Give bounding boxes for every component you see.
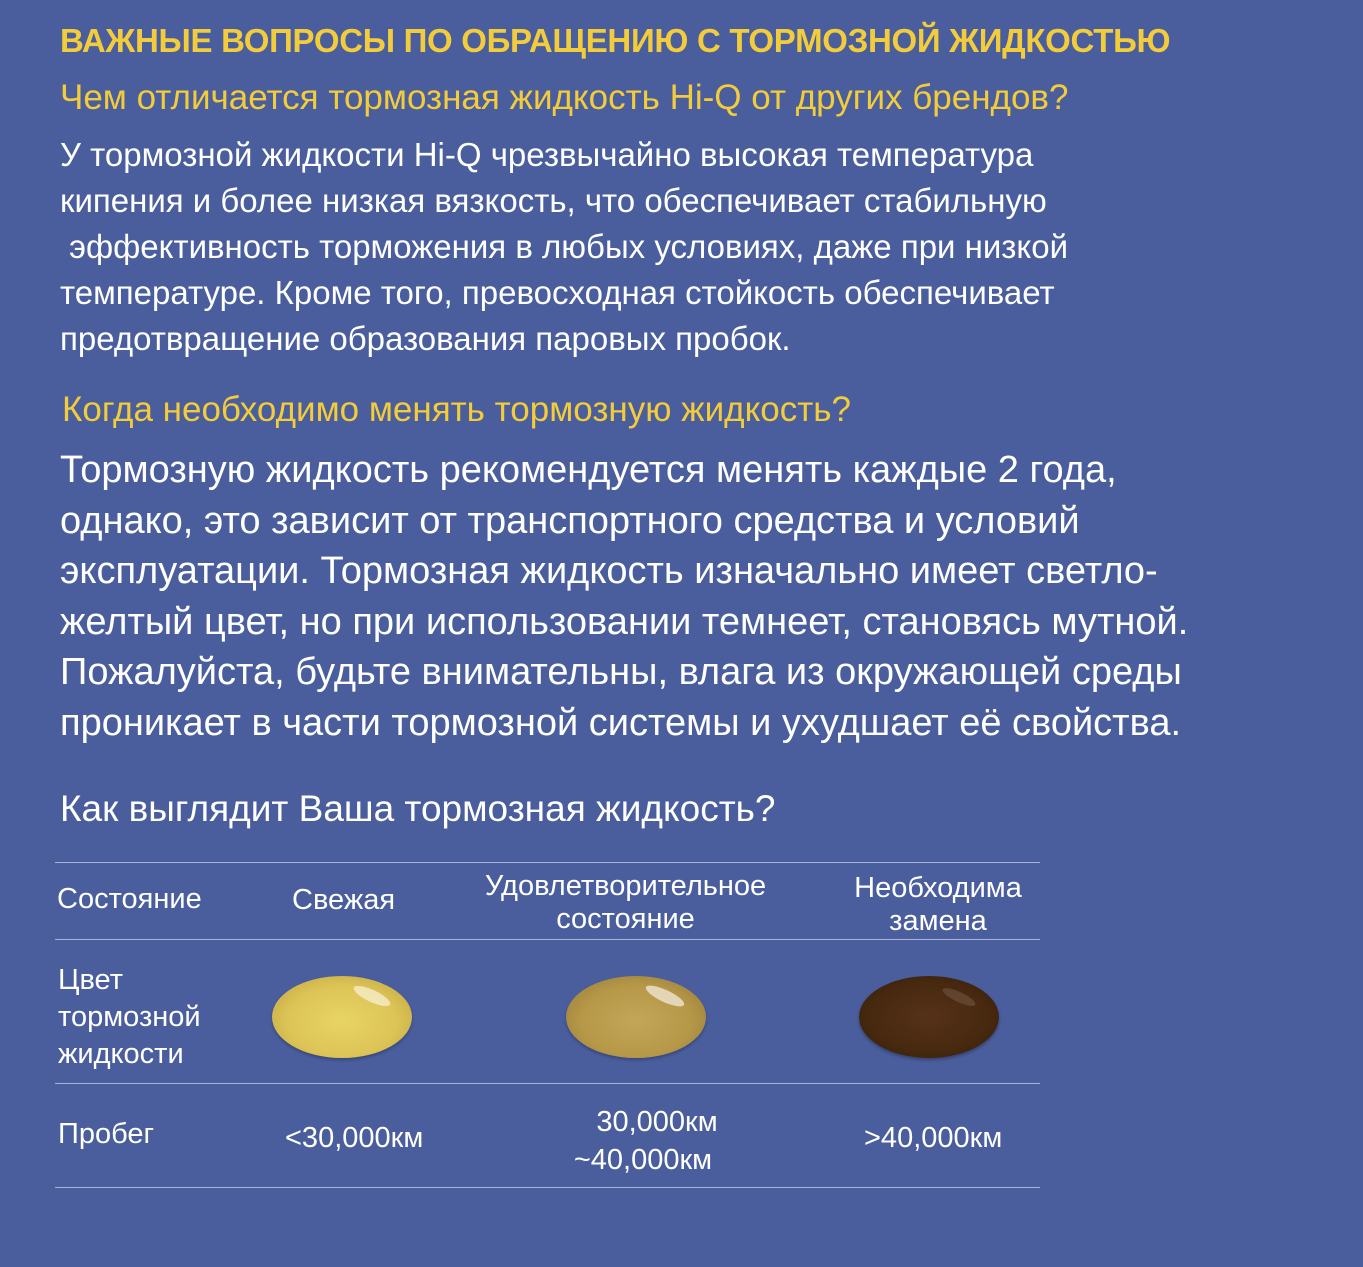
header-replace	[828, 872, 1048, 938]
answer-difference	[60, 132, 1068, 362]
answer-difference-line: кипения и более низкая вязкость, что обеспечивает стабильную	[60, 182, 1047, 219]
question-when-to-change: Когда необходимо менять тормозную жидкость?	[62, 390, 851, 429]
satisfactory-fluid-drop	[566, 976, 706, 1058]
replace-fluid-drop	[859, 976, 999, 1058]
table-divider	[55, 862, 1040, 863]
mileage-fresh: <30,000км	[285, 1122, 424, 1154]
mileage-replace: >40,000км	[864, 1122, 1003, 1154]
answer-difference-line: У тормозной жидкости Hi-Q чрезвычайно высокая температура	[60, 136, 1034, 173]
answer-change-line: Пожалуйста, будьте внимательны, влага из окружающей среды	[60, 651, 1182, 693]
answer-change-line: проникает в части тормозной системы и ухудшает её свойства.	[60, 701, 1182, 744]
answer-difference-line: температуре. Кроме того, превосходная стойкость обеспечивает	[60, 274, 1055, 311]
row-label-color-line: жидкости	[58, 1038, 184, 1070]
header-satisfactory-line: состояние	[556, 903, 695, 935]
answer-change-line: однако, это зависит от транспортного средства и условий	[60, 499, 1080, 542]
answer-when-to-change	[60, 445, 1188, 748]
mileage-satisfactory-line: ~40,000км	[573, 1144, 713, 1176]
table-divider	[55, 1187, 1040, 1188]
header-fresh: Свежая	[292, 884, 396, 916]
mileage-satisfactory	[533, 1103, 753, 1179]
table-divider	[55, 1083, 1040, 1084]
answer-difference-line: предотвращение образования паровых пробок.	[60, 320, 791, 357]
drop-highlight	[351, 982, 392, 1010]
fresh-fluid-drop	[272, 976, 412, 1058]
mileage-satisfactory-line: 30,000км	[596, 1106, 718, 1138]
header-replace-line: замена	[889, 905, 987, 937]
drop-highlight	[941, 985, 978, 1009]
answer-change-line: желтый цвет, но при использовании темнеет, становясь мутной.	[60, 600, 1189, 643]
header-satisfactory	[458, 870, 793, 936]
row-label-color-line: тормозной	[58, 1001, 201, 1033]
answer-change-line: эксплуатации. Тормозная жидкость изначально имеет светло-	[60, 550, 1158, 592]
header-state: Состояние	[57, 883, 202, 915]
header-satisfactory-line: Удовлетворительное	[484, 870, 767, 902]
header-replace-line: Необходима	[854, 872, 1022, 904]
row-label-mileage: Пробег	[58, 1118, 155, 1150]
question-appearance: Как выглядит Ваша тормозная жидкость?	[60, 788, 776, 829]
row-label-color	[58, 962, 201, 1073]
drop-highlight	[643, 982, 686, 1011]
table-divider	[55, 939, 1040, 940]
row-label-color-line: Цвет	[58, 964, 123, 996]
answer-difference-line: эффективность торможения в любых условиях, даже при низкой	[60, 228, 1069, 265]
question-difference: Чем отличается тормозная жидкость Hi-Q от других брендов?	[60, 78, 1069, 117]
page-heading: ВАЖНЫЕ ВОПРОСЫ ПО ОБРАЩЕНИЮ С ТОРМОЗНОЙ ЖИДКОСТЬЮ	[60, 22, 1171, 59]
answer-change-line: Тормозную жидкость рекомендуется менять каждые 2 года,	[60, 449, 1117, 491]
